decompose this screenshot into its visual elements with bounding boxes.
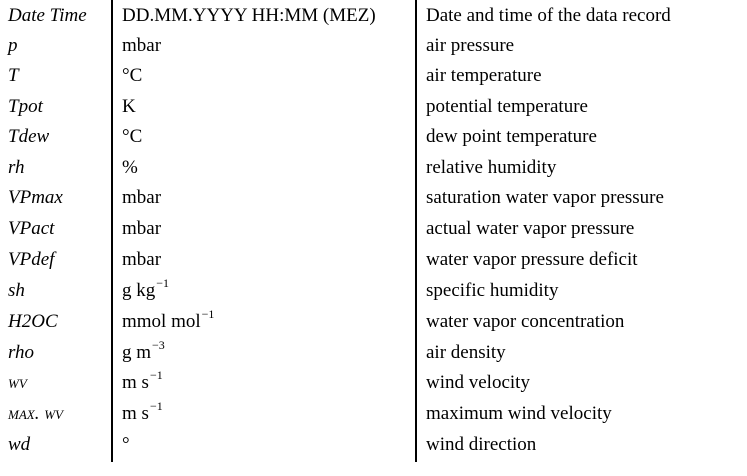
unit-cell: mbar [122, 249, 162, 270]
table-row [0, 0, 747, 31]
unit-cell: g $kg^{-1}$ [122, 275, 170, 301]
unit-cell: m $s^{-1}$ [122, 398, 163, 424]
table-row [0, 30, 747, 61]
description-cell: wind velocity [426, 372, 530, 393]
symbol-cell: Date Time [8, 5, 87, 26]
unit-cell: % [122, 157, 138, 178]
table-row [0, 275, 747, 306]
symbol-cell: rho [8, 342, 35, 363]
description-cell: air density [426, 342, 506, 363]
description-cell: air pressure [426, 35, 515, 56]
description-cell: potential temperature [426, 96, 588, 117]
description-cell: actual water vapor pressure [426, 218, 635, 239]
symbol-cell: VPmax [8, 187, 63, 208]
description-cell: water vapor pressure deficit [426, 249, 638, 270]
table-row [0, 367, 747, 398]
table-row [0, 60, 747, 91]
unit-cell: mmol mol$^{-1}$ [122, 306, 215, 332]
symbol-cell: wd [8, 434, 31, 455]
table-row [0, 152, 747, 183]
unit-cell: °C [122, 65, 143, 86]
description-cell: relative humidity [426, 157, 557, 178]
symbol-cell: wv [8, 372, 27, 393]
symbol-cell: rh [8, 157, 25, 178]
table-row [0, 398, 747, 429]
unit-cell: K [122, 96, 136, 117]
description-cell: wind direction [426, 434, 537, 455]
unit-cell: DD.MM.YYYY HH:MM (MEZ) [122, 5, 376, 26]
unit-cell: mbar [122, 218, 162, 239]
unit-cell: °C [122, 126, 143, 147]
symbol-cell: p [8, 35, 18, 56]
description-cell: dew point temperature [426, 126, 597, 147]
symbol-cell: sh [8, 280, 25, 301]
unit-cell: mbar [122, 187, 162, 208]
symbol-cell: T [8, 65, 19, 86]
description-cell: maximum wind velocity [426, 403, 612, 424]
unit-cell: g $m^{-3}$ [122, 337, 165, 363]
description-cell: Date and time of the data record [426, 5, 671, 26]
table-row [0, 121, 747, 152]
description-cell: water vapor concentration [426, 311, 625, 332]
symbol-cell: VPact [8, 218, 55, 239]
description-cell: saturation water vapor pressure [426, 187, 664, 208]
unit-cell: mbar [122, 35, 162, 56]
description-cell: air temperature [426, 65, 542, 86]
unit-cell: ° [122, 434, 130, 455]
symbol-cell: H2OC [8, 311, 58, 332]
table-row [0, 91, 747, 122]
symbol-cell: Tpot [8, 96, 43, 117]
table-row [0, 429, 747, 460]
symbol-cell: max. wv [8, 403, 63, 424]
description-cell: specific humidity [426, 280, 559, 301]
table-row [0, 182, 747, 213]
unit-cell: m $s^{-1}$ [122, 367, 163, 393]
table-row [0, 337, 747, 368]
symbol-cell: Tdew [8, 126, 50, 147]
table-row [0, 244, 747, 275]
symbol-cell: VPdef [8, 249, 55, 270]
table-row [0, 213, 747, 244]
table-row [0, 306, 747, 337]
